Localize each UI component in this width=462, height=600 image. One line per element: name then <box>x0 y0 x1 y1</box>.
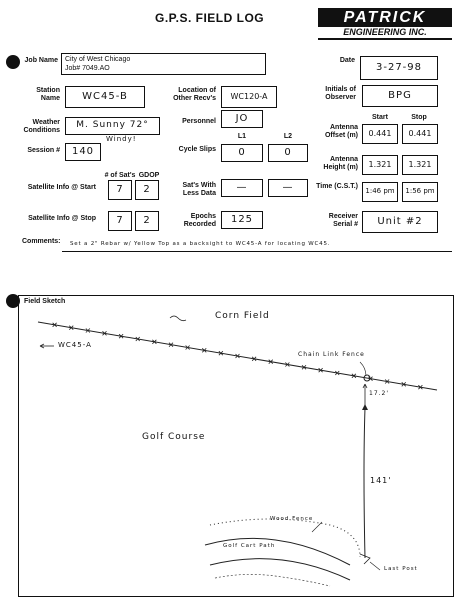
initials-label: Initials of Observer <box>325 86 356 101</box>
sat-start-gdop: 2 <box>143 184 151 195</box>
fence-label-leader <box>360 362 366 376</box>
time-stop: 1:56 pm <box>405 187 435 195</box>
main-distance-label: 141' <box>370 476 392 485</box>
stop-header: Stop <box>411 114 427 121</box>
sats-less-l2: — <box>282 182 294 193</box>
weather-note: Windy! <box>106 135 137 143</box>
main-line-arrowhead <box>362 404 368 410</box>
receiver-label: Receiver Serial # <box>328 213 358 228</box>
wood-fence-leader <box>312 522 322 532</box>
job-name-label: Job Name <box>24 57 58 64</box>
antenna-offset-label: Antenna Offset (m) <box>324 124 358 139</box>
station-value: WC45-B <box>82 91 128 102</box>
receiver-value: Unit #2 <box>377 216 423 227</box>
epochs-value: 125 <box>230 214 254 225</box>
main-line <box>364 408 365 558</box>
last-post-leader <box>370 562 380 570</box>
l1-header: L1 <box>237 133 247 140</box>
chain-link-fence-label: Chain Link Fence <box>298 351 365 358</box>
fence-x-marks <box>53 323 423 389</box>
page-title: G.P.S. FIELD LOG <box>155 11 265 25</box>
weather-label: Weather Conditions <box>23 119 60 134</box>
antenna-offset-start: 0.441 <box>368 129 392 138</box>
start-header: Start <box>372 114 388 121</box>
antenna-offset-stop: 0.441 <box>408 129 432 138</box>
personnel-value: JO <box>235 113 249 124</box>
comments-label: Comments: <box>22 238 61 245</box>
sats-header: # of Sat's <box>104 172 136 179</box>
location-label: Location of Other Recv's <box>173 87 216 102</box>
sat-stop-sats: 7 <box>116 215 124 226</box>
gdop-header: GDOP <box>138 172 160 179</box>
session-label: Session # <box>27 147 60 154</box>
sats-less-l1: — <box>236 182 248 193</box>
golf-course-label: Golf Course <box>142 432 206 442</box>
field-sketch-label: Field Sketch <box>24 298 66 305</box>
corn-field-label: Corn Field <box>215 311 270 321</box>
initials-value: BPG <box>388 90 412 101</box>
offset-distance-label: 17.2' <box>369 390 390 397</box>
epochs-label: Epochs Recorded <box>183 213 216 228</box>
wood-fence-label: Wood Fence <box>270 516 314 522</box>
session-value: 140 <box>71 146 95 157</box>
corn-field-squiggle <box>170 316 186 321</box>
logo-line1: PATRICK <box>318 8 452 27</box>
antenna-height-start: 1.321 <box>368 160 392 169</box>
cycle-slips-label: Cycle Slips <box>178 146 216 153</box>
l2-header: L2 <box>283 133 293 140</box>
job-name-line1: City of West Chicago <box>65 56 131 63</box>
date-label: Date <box>339 57 355 64</box>
station-a-label: WC45-A <box>58 341 92 349</box>
time-start: 1:46 pm <box>365 187 395 195</box>
golf-cart-path-label: Golf Cart Path <box>223 543 276 549</box>
antenna-height-label: Antenna Height (m) <box>323 156 358 171</box>
sats-less-label: Sat's With Less Data <box>182 182 216 197</box>
location-value: WC120-A <box>230 92 268 101</box>
date-value: 3-27-98 <box>375 62 423 73</box>
antenna-height-stop: 1.321 <box>408 160 432 169</box>
personnel-label: Personnel <box>182 118 216 125</box>
cycle-slips-l2: 0 <box>284 147 292 158</box>
logo-line2: ENGINEERING INC. <box>318 27 452 40</box>
time-label: Time (C.S.T.) <box>316 183 358 190</box>
cart-path-scribble <box>215 574 330 586</box>
sat-start-label: Satellite Info @ Start <box>27 184 96 191</box>
sat-stop-label: Satellite Info @ Stop <box>28 215 96 222</box>
wood-fence-arc <box>210 519 360 557</box>
station-label: Station Name <box>36 87 60 102</box>
job-name-line2: Job# 7049.AO <box>65 65 110 72</box>
comments-text: Set a 2" Rebar w/ Yellow Top as a backsight to WC45-A for locating WC45. <box>70 241 331 247</box>
sat-stop-gdop: 2 <box>143 215 151 226</box>
weather-value: M. Sunny 72° <box>76 120 149 130</box>
cycle-slips-l1: 0 <box>238 147 246 158</box>
last-post-label: Last Post <box>384 566 418 572</box>
sat-start-sats: 7 <box>116 184 124 195</box>
